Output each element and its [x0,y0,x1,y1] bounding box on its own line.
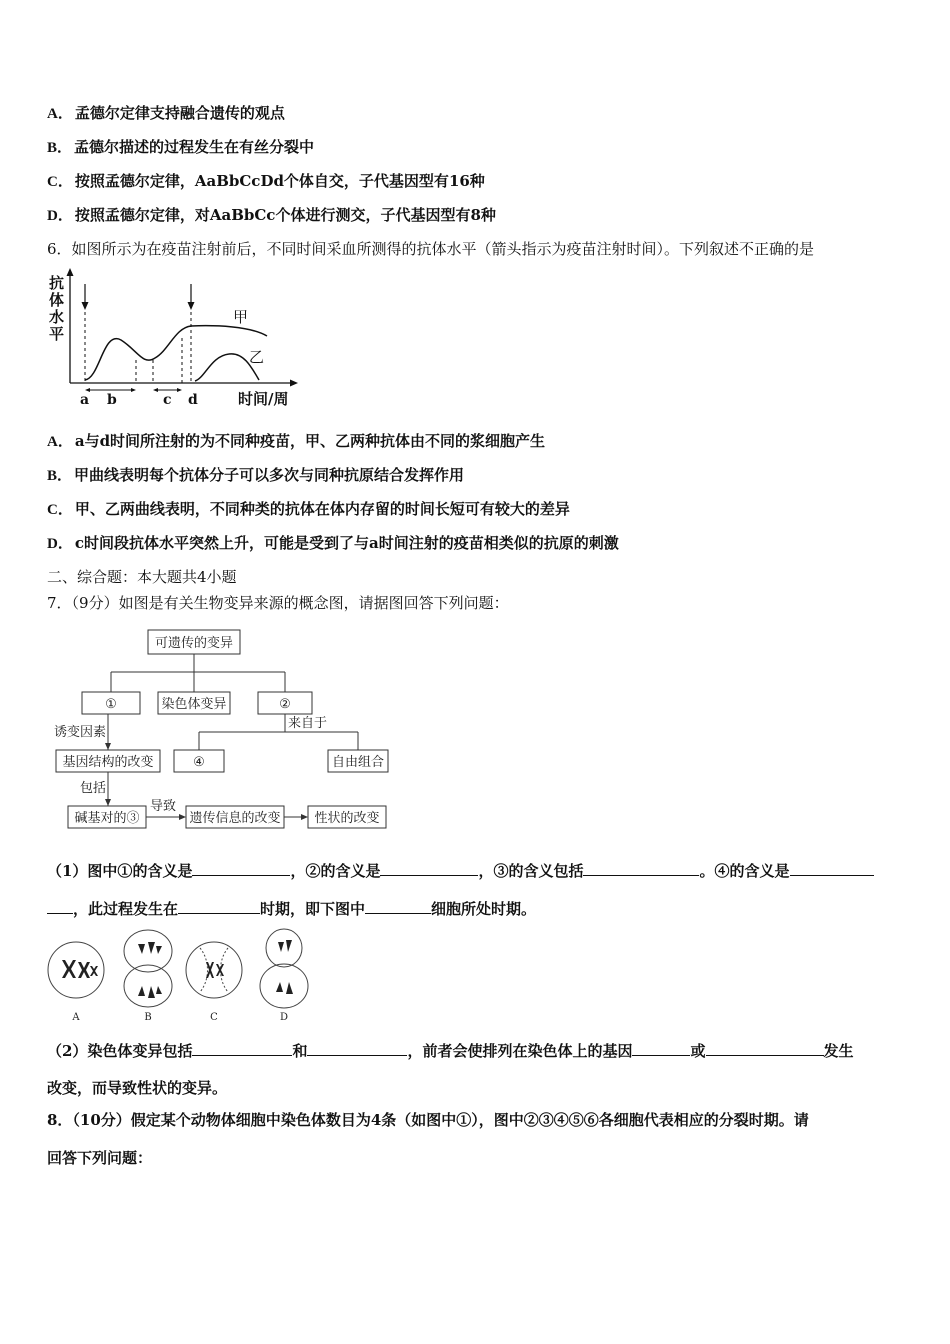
q7-sub1-line1: （1）图中①的含义是 ，②的含义是 ，③的含义包括 。④的含义是 [47,860,874,881]
answer-blank[interactable] [307,1040,407,1056]
q7-sub1-line2: ，此过程发生在 时期，即下图中 细胞所处时期。 [47,898,536,919]
q6-option-b: B． 甲曲线表明每个抗体分子可以多次与同种抗原结合发挥作用 [47,466,465,484]
trait-label: 性状的改变 [314,811,380,826]
q8-line1: 8．（10分）假定某个动物体细胞中染色体数目为4条（如图中①），图中②③④⑤⑥各细胞代表相应的分裂时期。请 [47,1111,809,1129]
tick-c: c [163,392,172,408]
base-label: 碱基对的③ [74,811,140,826]
cell-b-bottom [124,965,172,1007]
answer-blank[interactable] [583,860,699,876]
from-label: 来自于 [288,716,328,731]
tick-b: b [107,392,117,408]
q6-stem: 6．如图所示为在疫苗注射前后，不同时间采血所测得的抗体水平（箭头指示为疫苗注射时间）。下列叙述不正确的是 [47,240,815,258]
cell-c-outline [186,942,242,998]
node-4-label: ④ [193,755,205,770]
answer-blank[interactable] [706,1040,824,1056]
answer-blank[interactable] [192,860,290,876]
q5-option-c: C． 按照孟德尔定律，AaBbCcDd个体自交，子代基因型有16种 [47,172,485,190]
answer-blank[interactable] [632,1040,690,1056]
cell-label-b: B [144,1012,152,1023]
cell-division-figures [40,926,312,1026]
gene-label: 基因结构的改变 [62,755,154,770]
answer-blank[interactable] [790,860,874,876]
node-1-label: ① [105,697,117,712]
answer-blank[interactable] [178,898,260,914]
y-axis-arrow [67,268,74,276]
curve-label-yi: 乙 [249,348,265,366]
info-label: 遗传信息的改变 [189,811,281,826]
q6-option-a: A． a与d时间所注射的为不同种疫苗，甲、乙两种抗体由不同的浆细胞产生 [47,432,546,450]
include-label: 包括 [80,781,107,796]
q6-option-d: D． c时间段抗体水平突然上升，可能是受到了与a时间注射的疫苗相类似的抗原的刺激 [47,534,619,552]
tick-a: a [80,392,90,408]
y-label-char: 平 [49,325,65,343]
q5-option-d: D． 按照孟德尔定律，对AaBbCc个体进行测交，子代基因型有8种 [47,206,496,224]
q5-option-a: A． 孟德尔定律支持融合遗传的观点 [47,104,285,122]
curve-label-jia: 甲 [233,308,249,326]
cell-label-c: C [210,1012,218,1023]
answer-blank[interactable] [380,860,478,876]
y-label-char: 体 [49,291,65,309]
free-label: 自由组合 [331,755,385,770]
q5-option-b: B． 孟德尔描述的过程发生在有丝分裂中 [47,138,315,156]
x-axis-label: 时间/周 [238,390,289,408]
section-title: 二、综合题：本大题共4小题 [47,568,237,586]
cell-d-top [266,929,302,967]
tick-d: d [188,392,198,408]
root-label: 可遗传的变异 [154,636,234,651]
antibody-graph [45,268,305,413]
q7-sub2-line2: 改变，而导致性状的变异。 [47,1079,228,1097]
chrom-label: 染色体变异 [161,697,227,712]
y-label-char: 抗 [49,274,65,292]
y-label-char: 水 [49,308,65,326]
lead-label: 导致 [150,799,177,814]
q6-option-c: C． 甲、乙两曲线表明，不同种类的抗体在体内存留的时间长短可有较大的差异 [47,500,570,518]
cell-d-bottom [260,964,308,1008]
node-2-label: ② [279,697,291,712]
q7-stem: 7．（9分）如图是有关生物变异来源的概念图，请据图回答下列问题： [47,594,509,612]
concept-map [50,626,395,836]
cell-label-d: D [279,1012,289,1023]
cell-label-a: A [72,1012,80,1023]
answer-blank[interactable] [365,898,431,914]
answer-blank[interactable] [47,898,73,914]
curve-jia [85,326,267,380]
q8-line2: 回答下列问题： [47,1149,153,1167]
answer-blank[interactable] [192,1040,292,1056]
x-axis-arrow [290,380,298,387]
q7-sub2-line1: （2）染色体变异包括 和 ，前者会使排列在染色体上的基因 或 发生 [47,1042,854,1060]
cell-b-top [124,930,172,972]
mutagen-label: 诱变因素 [54,725,107,740]
